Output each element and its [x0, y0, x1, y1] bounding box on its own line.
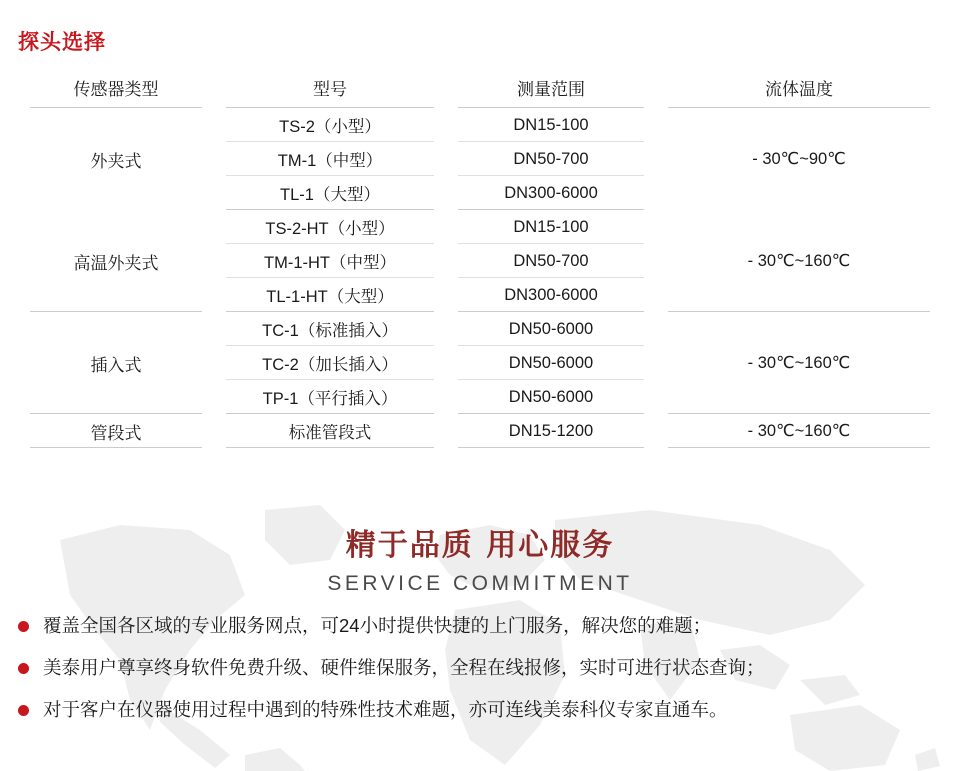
cell-model: TC-2（加长插入） — [214, 346, 446, 380]
cell-range: DN50-6000 — [446, 346, 656, 380]
column-header-model: 型号 — [214, 66, 446, 108]
table-row — [18, 312, 942, 346]
cell-range: DN300-6000 — [446, 278, 656, 312]
bullet-text: 美泰用户尊享终身软件免费升级、硬件维保服务，全程在线报修，实时可进行状态查询； — [43, 657, 765, 679]
table-row — [18, 210, 942, 244]
probe-selection-table — [18, 66, 942, 448]
cell-sensor-type: 高温外夹式 — [18, 210, 214, 312]
bullet-text: 对于客户在仪器使用过程中遇到的特殊性技术难题，亦可连线美泰科仪专家直通车。 — [43, 699, 728, 721]
cell-model: TL-1（大型） — [214, 176, 446, 210]
cell-sensor-type: 管段式 — [18, 414, 214, 448]
cell-model: TS-2-HT（小型） — [214, 210, 446, 244]
bullet-dot-icon — [18, 621, 29, 632]
table-header-row — [18, 66, 942, 108]
cell-fluid-temp: - 30℃~90℃ — [752, 150, 846, 168]
cell-range: DN15-100 — [446, 210, 656, 244]
cell-sensor-type: 插入式 — [18, 312, 214, 414]
cell-model: TS-2（小型） — [214, 108, 446, 142]
column-header-range: 测量范围 — [446, 66, 656, 108]
bullet-text: 覆盖全国各区域的专业服务网点，可24小时提供快捷的上门服务，解决您的难题； — [43, 615, 712, 637]
list-item — [18, 608, 942, 644]
cell-range: DN50-6000 — [446, 380, 656, 414]
list-item — [18, 692, 942, 728]
column-header-fluid-temp: 流体温度 — [656, 66, 942, 108]
cell-model: TL-1-HT（大型） — [214, 278, 446, 312]
cell-range: DN300-6000 — [446, 176, 656, 210]
cell-model: TP-1（平行插入） — [214, 380, 446, 414]
commitment-bullet-list — [18, 608, 942, 734]
bullet-dot-icon — [18, 705, 29, 716]
service-commitment-block — [0, 520, 960, 596]
table-row — [18, 414, 942, 448]
cell-range: DN15-100 — [446, 108, 656, 142]
list-item — [18, 650, 942, 686]
commitment-title-en: SERVICE COMMITMENT — [327, 572, 633, 595]
cell-range: DN50-700 — [446, 244, 656, 278]
table-head — [18, 66, 942, 108]
cell-fluid-temp: - 30℃~160℃ — [656, 312, 942, 414]
column-header-sensor-type: 传感器类型 — [18, 66, 214, 108]
cell-fluid-temp: - 30℃~160℃ — [656, 414, 942, 448]
cell-model: TM-1（中型） — [214, 142, 446, 176]
cell-sensor-type: 外夹式 — [90, 151, 142, 171]
cell-model: 标准管段式 — [214, 414, 446, 448]
table-row — [18, 108, 942, 142]
cell-range: DN15-1200 — [446, 414, 656, 448]
cell-model: TM-1-HT（中型） — [214, 244, 446, 278]
cell-range: DN50-6000 — [446, 312, 656, 346]
cell-model: TC-1（标准插入） — [214, 312, 446, 346]
cell-fluid-temp: - 30℃~160℃ — [656, 210, 942, 312]
table-body — [18, 108, 942, 448]
page-title: 探头选择 — [18, 31, 106, 54]
cell-range: DN50-700 — [446, 142, 656, 176]
commitment-title-cn: 精于品质 用心服务 — [345, 528, 615, 563]
bullet-dot-icon — [18, 663, 29, 674]
